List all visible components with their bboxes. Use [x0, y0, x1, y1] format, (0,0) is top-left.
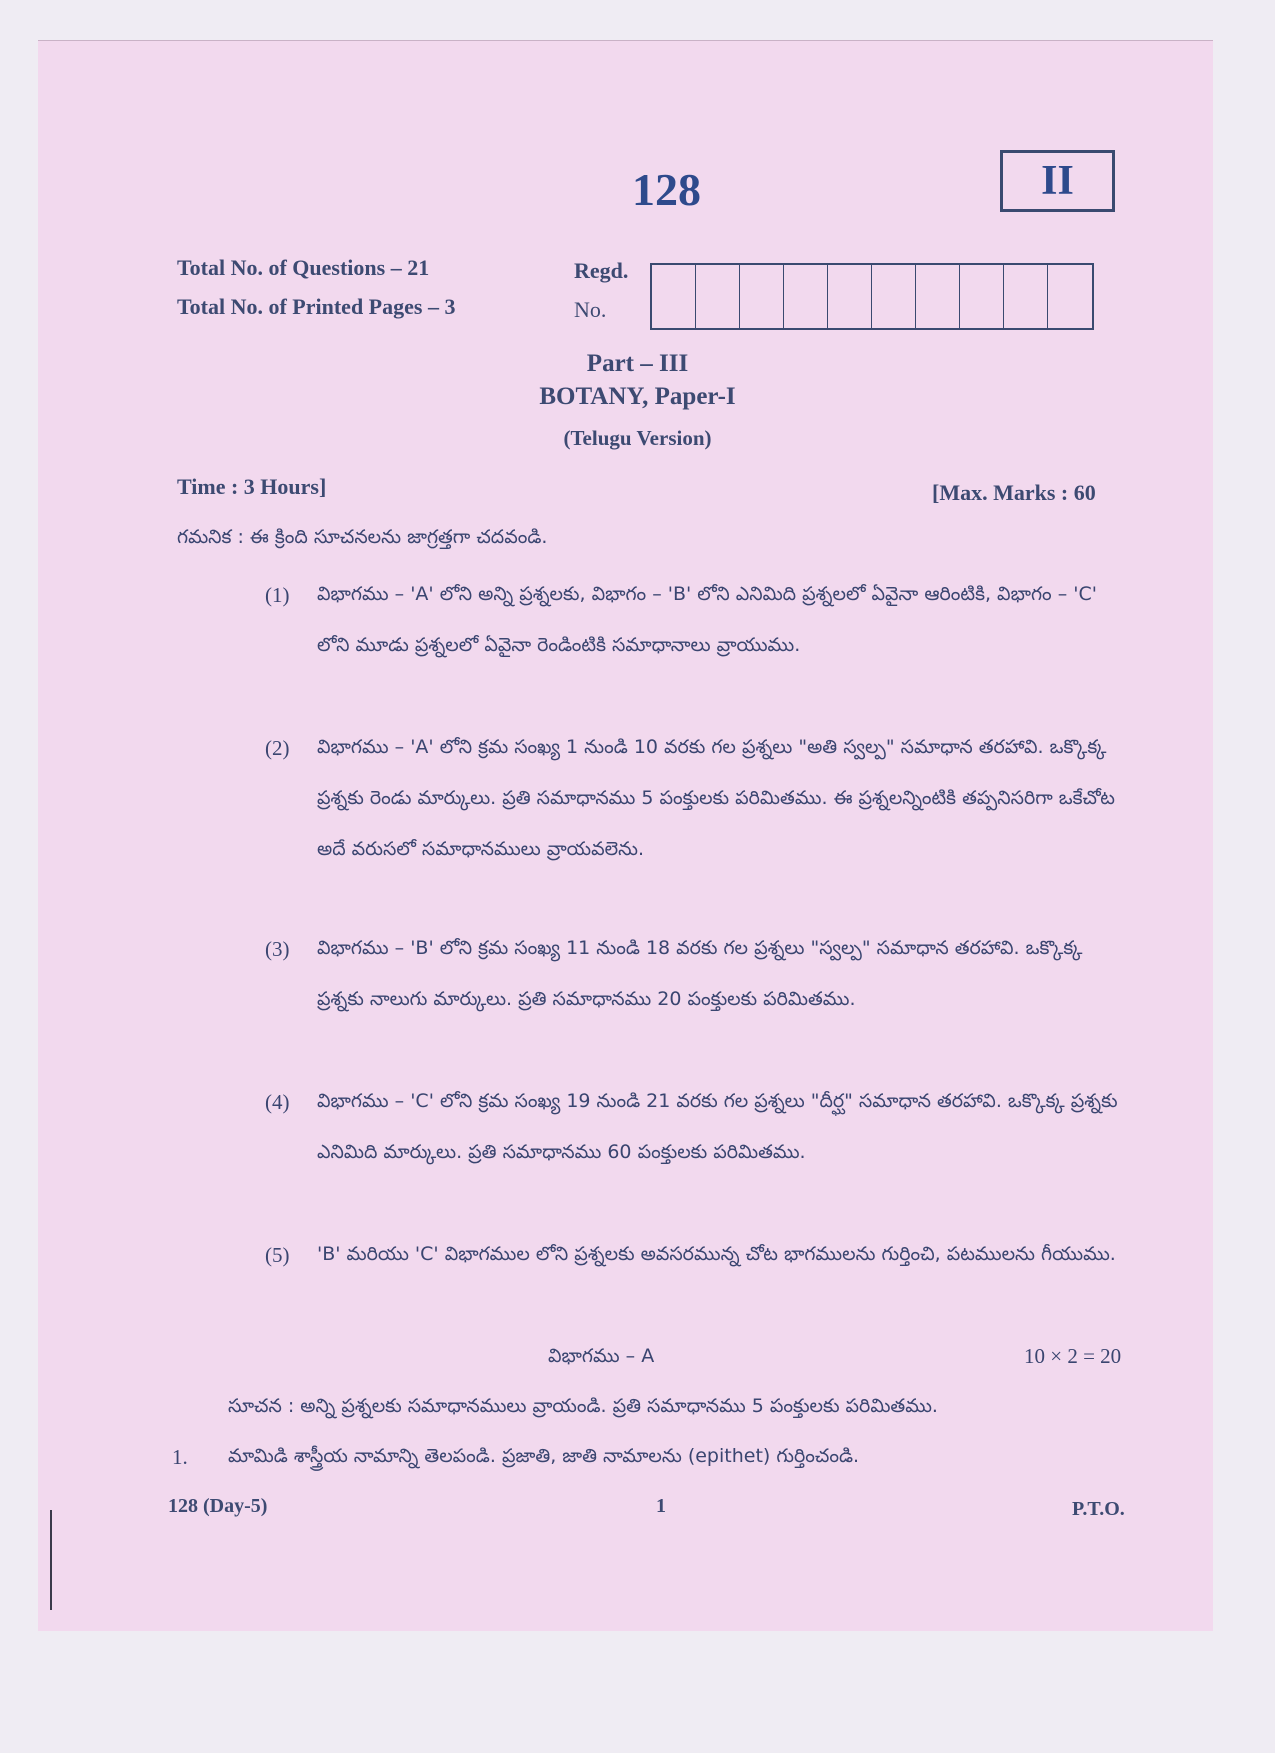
regd-digit-box[interactable] — [916, 265, 960, 328]
instruction-text: విభాగము – 'C' లోని క్రమ సంఖ్య 19 నుండి 21 వరకు గల ప్రశ్నలు "దీర్ఘ" సమాధాన తరహావి. ఒక్కొక్క ప్రశ్నకు ఎనిమిది మార్కులు. ప్రతి సమాధానము 60 పంక్తులకు పరిమితము. — [317, 1090, 1118, 1163]
instruction-text: విభాగము – 'A' లోని క్రమ సంఖ్య 1 నుండి 10 వరకు గల ప్రశ్నలు "అతి స్వల్ప" సమాధాన తరహావి. ఒక్కొక్క ప్రశ్నకు రెండు మార్కులు. ప్రతి సమాధానము 5 పంక్తులకు పరిమితము. ఈ ప్రశ్నలన్నింటికి తప్పనిసరిగా ఒకేచోట అదే వరుసలో సమాధానములు వ్రాయవలెను. — [317, 736, 1115, 860]
footer-code: 128 (Day-5) — [168, 1495, 268, 1517]
version-label: (Telugu Version) — [563, 426, 712, 450]
instruction-number: (4) — [265, 1090, 290, 1114]
set-number: II — [1041, 158, 1074, 204]
section-note: సూచన : అన్ని ప్రశ్నలకు సమాధానములు వ్రాయండి. ప్రతి సమాధానము 5 పంక్తులకు పరిమితము. — [228, 1395, 938, 1417]
max-marks: [Max. Marks : 60 — [932, 480, 1096, 505]
regd-digit-box[interactable] — [1004, 265, 1048, 328]
instruction-item — [265, 736, 1125, 875]
regd-digit-box[interactable] — [696, 265, 740, 328]
no-label: No. — [574, 297, 607, 322]
instruction-item — [265, 1243, 1125, 1280]
question-number: 1. — [172, 1445, 188, 1469]
regd-digit-box[interactable] — [1048, 265, 1092, 328]
regd-digit-box[interactable] — [740, 265, 784, 328]
instruction-number: (2) — [265, 736, 290, 760]
instruction-number: (5) — [265, 1243, 290, 1267]
regd-label: Regd. — [574, 258, 629, 283]
instruction-text: 'B' మరియు 'C' విభాగముల లోని ప్రశ్నలకు అవసరమున్న చోట భాగములను గుర్తించి, పటములను గీయుము. — [317, 1243, 1116, 1265]
question-text: మామిడి శాస్త్రీయ నామాన్ని తెలపండి. ప్రజాతి, జాతి నామాలను (epithet) గుర్తించండి. — [228, 1445, 860, 1467]
part-heading: Part – III — [586, 350, 689, 377]
question-1 — [172, 1445, 859, 1472]
note-heading: గమనిక : ఈ క్రింది సూచనలను జాగ్రత్తగా చదవండి. — [177, 526, 548, 548]
regd-digit-box[interactable] — [960, 265, 1004, 328]
registration-number-grid[interactable] — [650, 263, 1094, 330]
paper-code: 128 — [632, 164, 701, 215]
time-label: Time : 3 Hours] — [177, 474, 327, 499]
regd-digit-box[interactable] — [872, 265, 916, 328]
total-pages: Total No. of Printed Pages – 3 — [177, 294, 456, 319]
set-number-box — [1000, 150, 1115, 212]
total-questions: Total No. of Questions – 21 — [177, 255, 430, 280]
instruction-text: విభాగము – 'A' లోని అన్ని ప్రశ్నలకు, విభాగం – 'B' లోని ఎనిమిది ప్రశ్నలలో ఏవైనా ఆరింటికి, విభాగం – 'C' లోని మూడు ప్రశ్నలలో ఏవైనా రెండింటికి సమాధానాలు వ్రాయుము. — [317, 583, 1097, 656]
instruction-item — [265, 1090, 1125, 1178]
subject-heading: BOTANY, Paper-I — [539, 383, 736, 410]
section-marks: 10 × 2 = 20 — [1024, 1344, 1122, 1368]
instruction-item — [265, 937, 1125, 1025]
instruction-number: (1) — [265, 583, 290, 607]
regd-digit-box[interactable] — [828, 265, 872, 328]
instruction-item — [265, 583, 1125, 671]
page-number: 1 — [656, 1495, 666, 1517]
instruction-text: విభాగము – 'B' లోని క్రమ సంఖ్య 11 నుండి 18 వరకు గల ప్రశ్నలు "స్వల్ప" సమాధాన తరహావి. ఒక్కొక్క ప్రశ్నకు నాలుగు మార్కులు. ప్రతి సమాధానము 20 పంక్తులకు పరిమితము. — [317, 937, 1083, 1010]
regd-digit-box[interactable] — [784, 265, 828, 328]
instruction-number: (3) — [265, 937, 290, 961]
regd-digit-box[interactable] — [652, 265, 696, 328]
section-heading: విభాగము – A — [548, 1345, 655, 1367]
pto-label: P.T.O. — [1072, 1498, 1125, 1520]
margin-line — [50, 1510, 52, 1610]
